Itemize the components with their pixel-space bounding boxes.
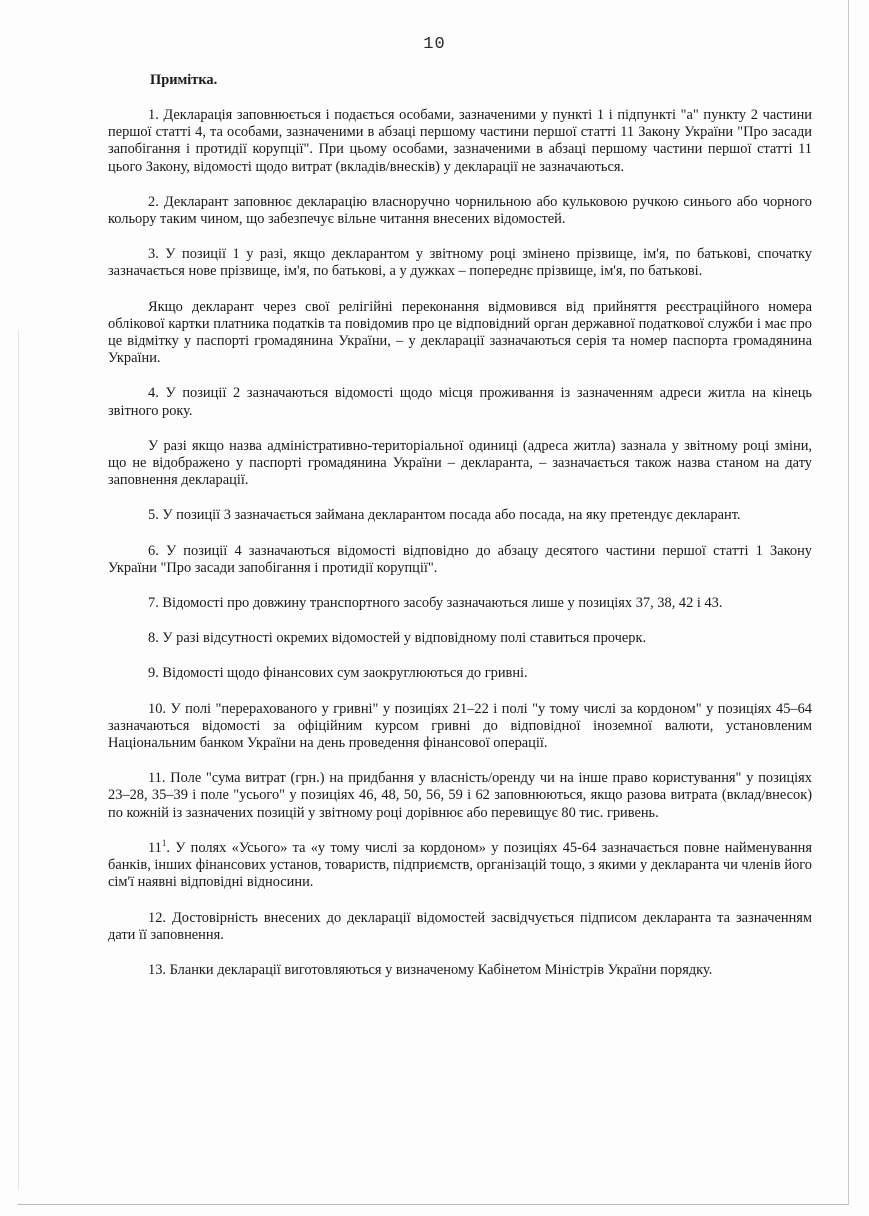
page-number: 10 bbox=[423, 35, 446, 54]
note-paragraph-5: 5. У позиції 3 зазначається займана декларантом посада або посада, на яку претендує декларант. bbox=[148, 507, 741, 524]
notes-body bbox=[108, 107, 812, 979]
scan-edge-left bbox=[18, 330, 19, 1190]
note-paragraph-6: 6. У позиції 4 зазначаються відомості відповідно до абзацу десятого частини першої статті 1 Закону України "Про засади запобігання і протидії корупції". bbox=[108, 542, 812, 576]
note-paragraph-3: 3. У позиції 1 у разі, якщо декларантом у звітному році змінено прізвище, ім'я, по батькові, спочатку зазначається нове прізвище, ім'я, по батькові, а у дужках – попереднє прізвище, ім'я, по батькові. bbox=[108, 246, 812, 280]
note-11-1-text: . У полях «Усього» та «у тому числі за кордоном» у позиціях 45-64 зазначається повне найменування банків, інших фінансових установ, товариств, підприємств, організацій тощо, з якими у декларанта чи членів його сім'ї наявні відповідні відносини. bbox=[108, 839, 812, 891]
note-paragraph-4: 4. У позиції 2 зазначаються відомості щодо місця проживання із зазначенням адреси житла на кінець звітного року. bbox=[108, 385, 812, 419]
note-paragraph-4-continued: У разі якщо назва адміністративно-територіальної одиниці (адреса житла) зазнала у звітному році зміни, що не відображено у паспорті громадянина України – декларанта, – зазначається також назва станом на дату заповнення декларації. bbox=[108, 437, 812, 489]
note-11-1-number: 11 bbox=[148, 839, 162, 856]
note-paragraph-10: 10. У полі "перерахованого у гривні" у позиціях 21–22 і полі "у тому числі за кордоном" у позиціях 45–64 зазначаються відомості за офіційним курсом гривні до відповідної іноземної валюти, установленим Національним банком України на день проведення фінансової операції. bbox=[108, 700, 812, 752]
note-paragraph-12: 12. Достовірність внесених до декларації відомостей засвідчується підписом декларанта та зазначенням дати її заповнення. bbox=[108, 909, 812, 943]
note-paragraph-8: 8. У разі відсутності окремих відомостей у відповідному полі ставиться прочерк. bbox=[148, 630, 647, 647]
note-paragraph-3-continued: Якщо декларант через свої релігійні переконання відмовився від прийняття реєстраційного номера облікової картки платника податків та повідомив про це відповідний орган державної податкової служби і має про це відмітку у паспорті громадянина України, – у декларації зазначаються серія та номер паспорта громадянина України. bbox=[108, 298, 812, 367]
note-heading: Примітка. bbox=[150, 72, 218, 88]
note-paragraph-1: 1. Декларація заповнюється і подається особами, зазначеними у пункті 1 і підпункті "а" пункту 2 частини першої статті 4, та особами, зазначеними в абзаці першому частини першої статті 11 Закону України "Про засади запобігання і протидії корупції". При цьому особами, зазначеними в абзаці першому частини першої статті 11 цього Закону, відомості щодо витрат (вкладів/внесків) у декларації не зазначаються. bbox=[108, 107, 812, 175]
note-paragraph-9: 9. Відомості щодо фінансових сум заокруглюються до гривні. bbox=[148, 665, 528, 682]
note-paragraph-2: 2. Декларант заповнює декларацію власноручно чорнильною або кульковою ручкою синього або чорного кольору таким чином, що забезпечує вільне читання внесених відомостей. bbox=[108, 193, 812, 228]
note-paragraph-13: 13. Бланки декларації виготовляються у визначеному Кабінетом Міністрів України порядку. bbox=[148, 961, 713, 978]
scan-edge-bottom bbox=[18, 1204, 848, 1205]
note-11-1-superscript: 1 bbox=[161, 838, 167, 849]
scan-edge-right bbox=[848, 0, 849, 1205]
note-paragraph-7: 7. Відомості про довжину транспортного засобу зазначаються лише у позиціях 37, 38, 42 і 43. bbox=[148, 595, 723, 612]
note-paragraph-11: 11. Поле "сума витрат (грн.) на придбання у власність/оренду чи на інше право користування" у позиціях 23–28, 35–39 і поле "усього" у позиціях 46, 48, 50, 56, 59 і 62 заповнюються, якщо разова витрата (вклад/внесок) по кожній із зазначених позицій у звітному році дорівнює або перевищує 80 тис. гривень. bbox=[108, 770, 812, 821]
note-paragraph-11-1 bbox=[108, 840, 812, 892]
